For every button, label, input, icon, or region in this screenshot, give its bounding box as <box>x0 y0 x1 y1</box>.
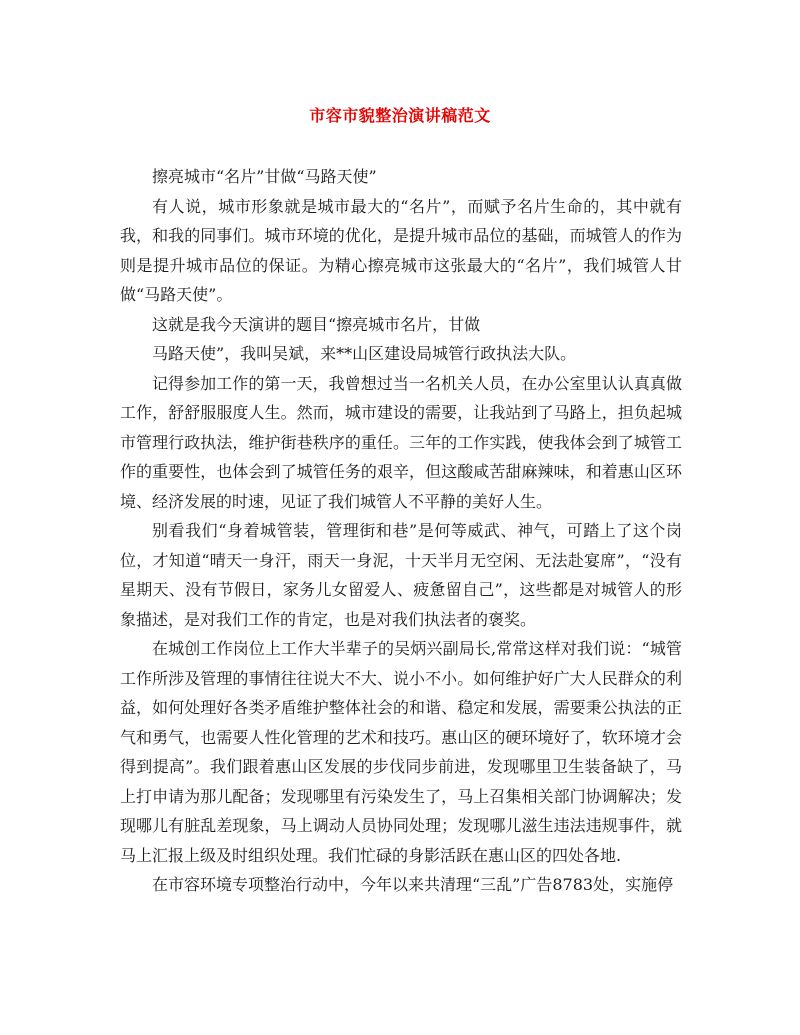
document-body <box>120 162 682 900</box>
paragraph: 别看我们“身着城管装，管理街和巷”是何等威武、神气，可踏上了这个岗位，才知道“晴天一身汗，雨天一身泥，十天半月无空闲、无法赴宴席”，“没有星期天、没有节假日，家务儿女留爱人、疲惫留自己”，这些都是对城管人的形象描述，是对我们工作的肯定，也是对我们执法者的褒奖。 <box>120 521 682 629</box>
document-title: 市容市貌整治演讲稿范文 <box>309 106 491 125</box>
paragraph: 有人说，城市形象就是城市最大的“名片”，而赋予名片生命的，其中就有我，和我的同事们。城市环境的优化，是提升城市品位的基础，而城管人的作为则是提升城市品位的保证。为精心擦亮城市这张最大的“名片”，我们城管人甘做“马路天使”。 <box>120 196 682 304</box>
paragraph: 在市容环境专项整治行动中，今年以来共清理“三乱”广告8783处，实施停 <box>152 875 674 894</box>
paragraph: 擦亮城市“名片”甘做“马路天使” <box>152 167 377 186</box>
paragraph: 在城创工作岗位上工作大半辈子的吴炳兴副局长,常常这样对我们说：“城管工作所涉及管理的事情往往说大不大、说小不小。如何维护好广大人民群众的利益，如何处理好各类矛盾维护整体社会的和谐、稳定和发展，需要秉公执法的正气和勇气，也需要人性化管理的艺术和技巧。惠山区的硬环境好了，软环境才会得到提高”。我们跟着惠山区发展的步伐同步前进，发现哪里卫生装备缺了，马上打申请为那儿配备；发现哪里有污染发生了，马上召集相关部门协调解决；发现哪儿有脏乱差现象，马上调动人员协同处理；发现哪儿滋生违法违规事件，就马上汇报上级及时组织处理。我们忙碌的身影活跃在惠山区的四处各地. <box>120 639 682 865</box>
paragraph: 马路天使”，我叫吴斌，来**山区建设局城管行政执法大队。 <box>152 344 577 363</box>
paragraph: 这就是我今天演讲的题目“擦亮城市名片，甘做 <box>152 314 481 334</box>
paragraph: 记得参加工作的第一天，我曾想过当一名机关人员，在办公室里认认真真做工作，舒舒服服度人生。然而，城市建设的需要，让我站到了马路上，担负起城市管理行政执法，维护街巷秩序的重任。三年的工作实践，使我体会到了城管工作的重要性，也体会到了城管任务的艰辛，但这酸咸苦甜麻辣味，和着惠山区环境、经济发展的时速，见证了我们城管人不平静的美好人生。 <box>120 373 682 511</box>
